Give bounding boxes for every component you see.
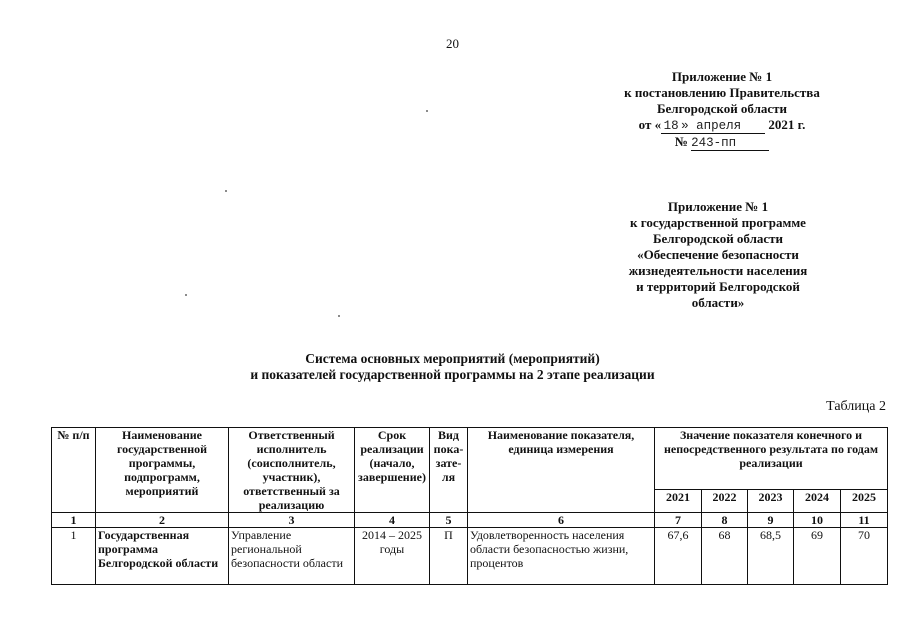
appendix-heading	[600, 199, 836, 311]
document-title-line-1: Система основных мероприятий (мероприятий)	[305, 351, 600, 366]
document-title	[0, 351, 905, 383]
approval-number-prefix: №	[674, 134, 688, 149]
appendix-line: и территорий Белгородской	[636, 279, 800, 294]
measures-table	[51, 427, 888, 585]
approval-line-3: Белгородской области	[656, 101, 788, 116]
header-year: 2023	[748, 490, 794, 513]
header-kind: Вид пока-зате-ля	[430, 428, 468, 513]
approval-date-prefix: от «	[638, 117, 662, 132]
cell-value-2025: 70	[841, 528, 888, 585]
cell-period: 2014 – 2025 годы	[355, 528, 430, 585]
scan-speck	[225, 190, 227, 192]
approval-date	[592, 117, 852, 134]
approval-date-year: 2021 г.	[768, 117, 806, 132]
column-number: 3	[229, 513, 355, 528]
column-number: 5	[430, 513, 468, 528]
cell-name: Государственная программа Белгородской области	[96, 528, 229, 585]
header-executor: Ответственный исполнитель (соисполнитель, участник), ответственный за реализацию	[229, 428, 355, 513]
header-year: 2022	[702, 490, 748, 513]
appendix-line: Белгородской области	[652, 231, 784, 246]
approval-number	[592, 134, 852, 151]
header-year: 2021	[655, 490, 702, 513]
appendix-line: Приложение № 1	[667, 199, 769, 214]
header-num: № п/п	[52, 428, 96, 513]
column-number: 1	[52, 513, 96, 528]
approval-date-day: 18	[661, 120, 681, 134]
appendix-line: области»	[691, 295, 745, 310]
header-year: 2024	[794, 490, 841, 513]
column-number: 11	[841, 513, 888, 528]
approval-title: Приложение № 1	[671, 69, 773, 84]
table-row	[52, 528, 888, 585]
cell-num: 1	[52, 528, 96, 585]
cell-value-2022: 68	[702, 528, 748, 585]
cell-executor: Управление региональной безопасности области	[229, 528, 355, 585]
approval-line-2: к постановлению Правительства	[624, 85, 820, 100]
cell-value-2024: 69	[794, 528, 841, 585]
column-number: 10	[794, 513, 841, 528]
header-period: Срок реализации (начало, завершение)	[355, 428, 430, 513]
scan-speck	[426, 110, 428, 112]
column-number: 8	[702, 513, 748, 528]
approval-number-value: 243-пп	[691, 137, 769, 151]
table-label: Таблица 2	[826, 399, 886, 414]
cell-kind: П	[430, 528, 468, 585]
column-number: 9	[748, 513, 794, 528]
appendix-line: «Обеспечение безопасности	[637, 247, 799, 262]
approval-date-month: » апреля	[681, 120, 765, 134]
header-values-group: Значение показателя конечного и непосредственного результата по годам реализации	[655, 428, 888, 490]
column-number: 6	[468, 513, 655, 528]
scan-speck	[338, 315, 340, 317]
column-number: 4	[355, 513, 430, 528]
cell-value-2021: 67,6	[655, 528, 702, 585]
header-indicator: Наименование показателя, единица измерения	[468, 428, 655, 513]
approval-stamp	[592, 69, 852, 151]
header-year: 2025	[841, 490, 888, 513]
scan-speck	[185, 294, 187, 296]
column-number: 2	[96, 513, 229, 528]
column-number: 7	[655, 513, 702, 528]
page-number: 20	[446, 36, 459, 51]
cell-value-2023: 68,5	[748, 528, 794, 585]
appendix-line: к государственной программе	[630, 215, 806, 230]
appendix-line: жизнедеятельности населения	[628, 263, 808, 278]
document-title-line-2: и показателей государственной программы на 2 этапе реализации	[250, 367, 655, 382]
header-name: Наименование государственной программы, подпрограмм, мероприятий	[96, 428, 229, 513]
cell-indicator: Удовлетворенность населения области безопасностью жизни, процентов	[468, 528, 655, 585]
